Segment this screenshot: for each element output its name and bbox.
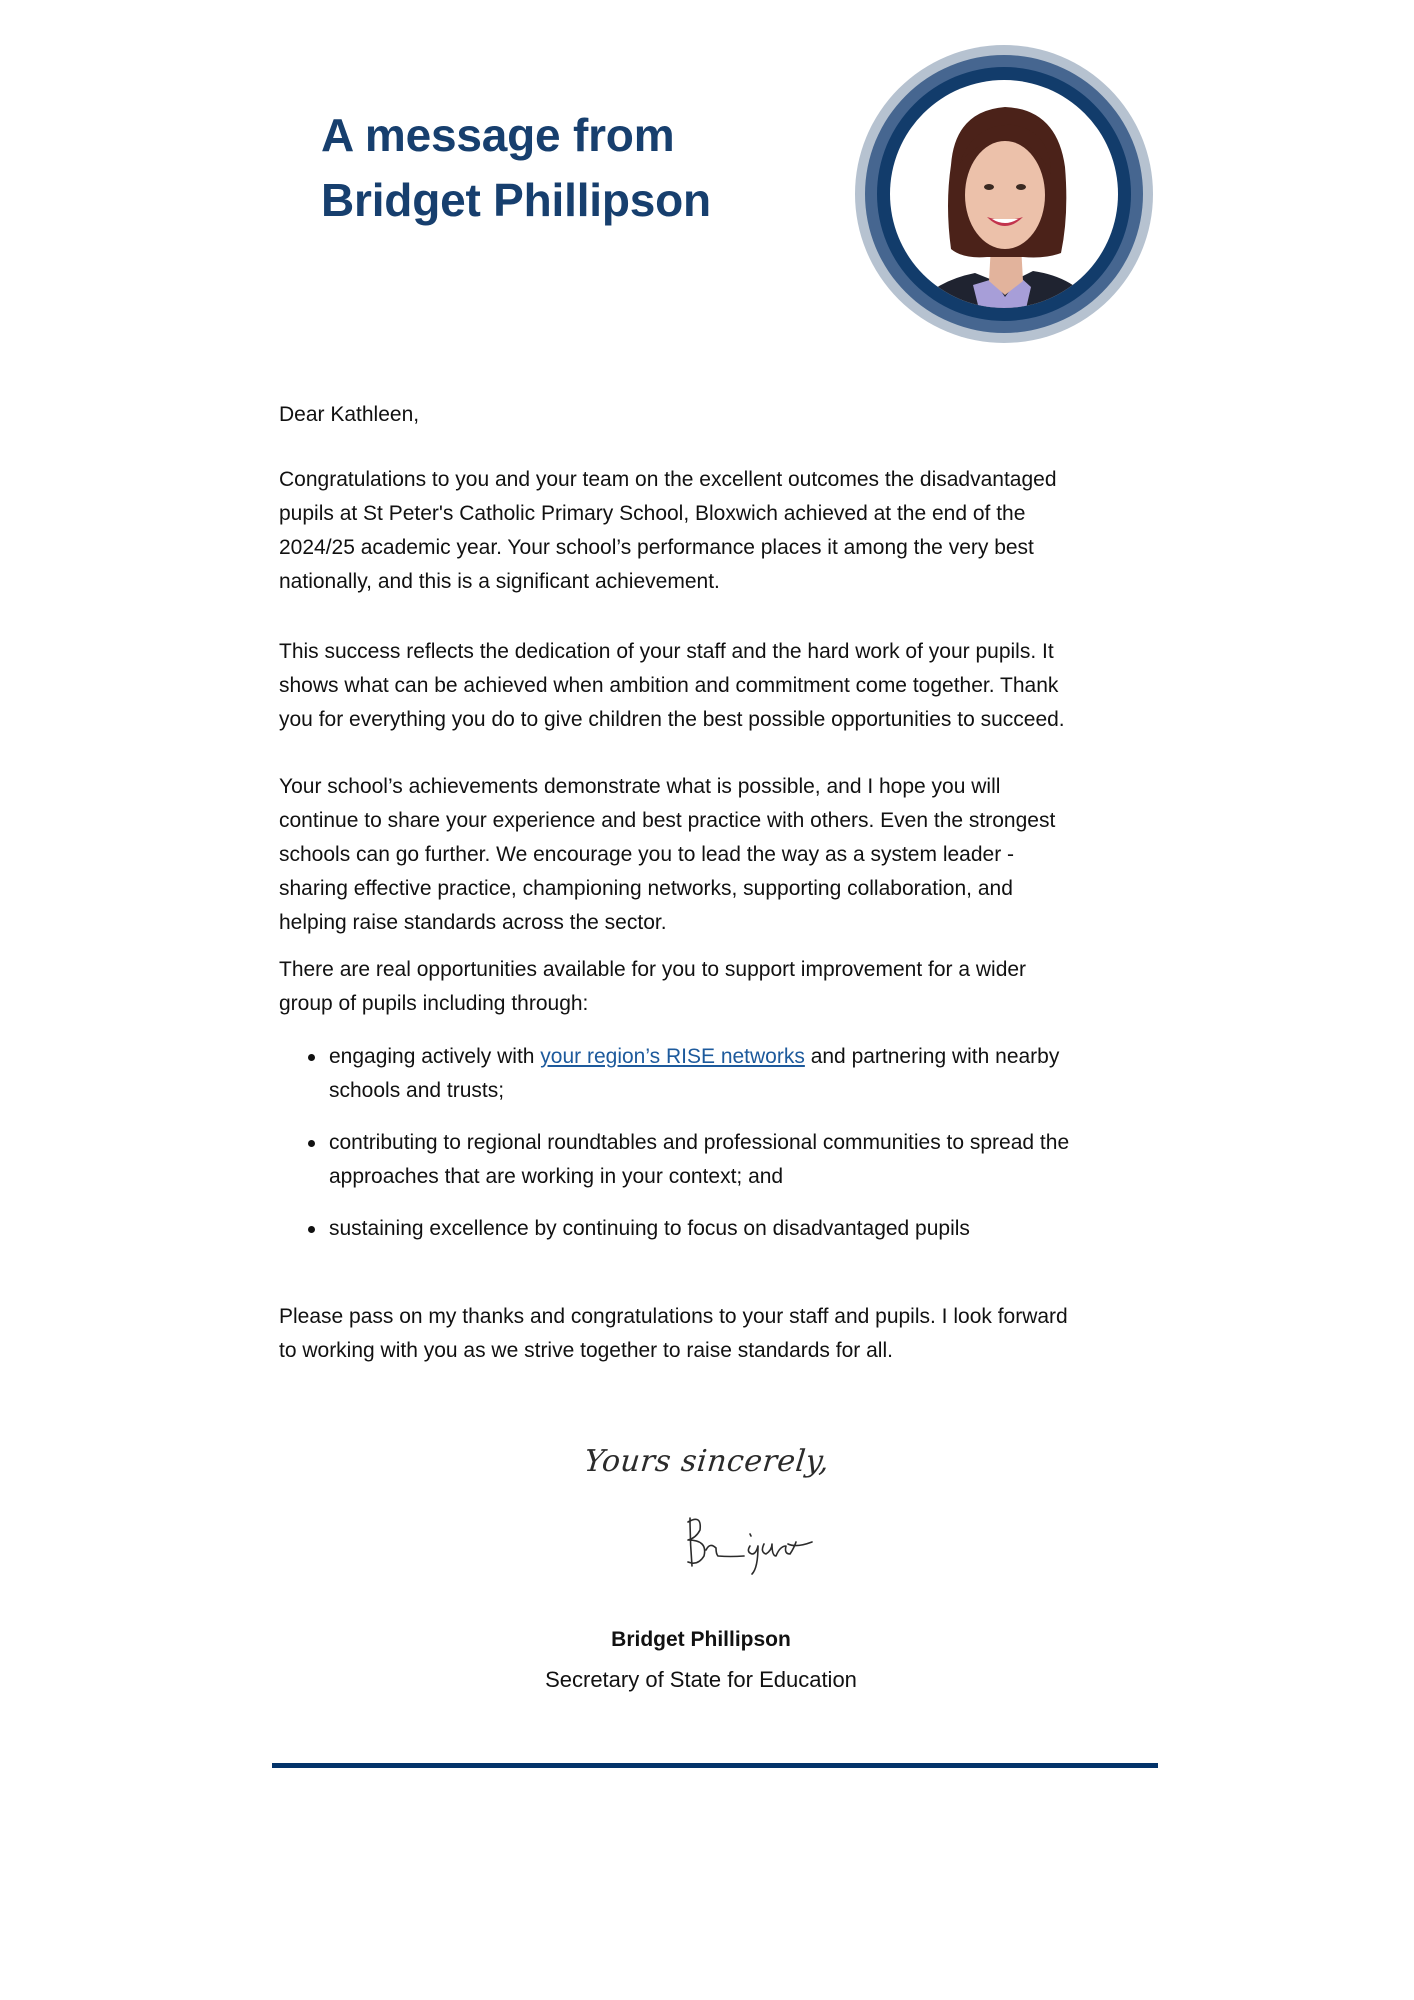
- list-item-line: sustaining excellence by continuing to focus on disadvantaged pupils: [329, 1217, 970, 1240]
- list-item-line: contributing to regional roundtables and professional communities to spread the: [329, 1131, 1070, 1154]
- list-item-line: [329, 1040, 1159, 1074]
- page-heading: [321, 103, 711, 233]
- bullet-icon: [308, 1140, 315, 1147]
- list-item: [329, 1040, 1159, 1108]
- paragraph-line: continue to share your experience and best practice with others. Even the strongest: [279, 809, 1056, 832]
- greeting: Dear Kathleen,: [279, 403, 420, 426]
- heading-line-1: A message from: [321, 109, 675, 161]
- list-item: [329, 1126, 1159, 1194]
- paragraph-line: group of pupils including through:: [279, 992, 589, 1015]
- footer-divider: [272, 1763, 1158, 1768]
- heading-line-2: Bridget Phillipson: [321, 174, 711, 226]
- handwritten-signature: [580, 1438, 850, 1588]
- paragraph-line: shows what can be achieved when ambition and commitment come together. Thank: [279, 674, 1059, 697]
- paragraph-line: nationally, and this is a significant achievement.: [279, 570, 720, 593]
- paragraph-line: 2024/25 academic year. Your school’s performance places it among the very best: [279, 536, 1034, 559]
- signatory-name: Bridget Phillipson: [611, 1628, 791, 1651]
- list-item-text: engaging actively with: [329, 1045, 541, 1068]
- signatory-role: Secretary of State for Education: [545, 1667, 857, 1692]
- paragraph-opportunities: [279, 953, 1159, 1021]
- paragraph-line: to working with you as we strive together to raise standards for all.: [279, 1339, 893, 1362]
- list-item-line: approaches that are working in your context; and: [329, 1165, 784, 1188]
- bullet-icon: [308, 1054, 315, 1061]
- paragraph-achievements: [279, 770, 1159, 940]
- paragraph-line: you for everything you do to give children the best possible opportunities to succeed.: [279, 708, 1065, 731]
- paragraph-line: helping raise standards across the sector.: [279, 911, 667, 934]
- paragraph-line: Please pass on my thanks and congratulations to your staff and pupils. I look forward: [279, 1305, 1068, 1328]
- paragraph-line: There are real opportunities available for you to support improvement for a wider: [279, 958, 1027, 981]
- paragraph-line: sharing effective practice, championing networks, supporting collaboration, and: [279, 877, 1013, 900]
- signature-strokes: [688, 1518, 812, 1574]
- list-item: [329, 1212, 1159, 1246]
- paragraph-closing: [279, 1300, 1159, 1368]
- rise-networks-link[interactable]: your region’s RISE networks: [540, 1045, 805, 1068]
- bullet-icon: [308, 1226, 315, 1233]
- paragraph-line: pupils at St Peter's Catholic Primary School, Bloxwich achieved at the end of the: [279, 502, 1026, 525]
- list-item-text: and partnering with nearby: [804, 1045, 1060, 1068]
- paragraph-congratulations: [279, 463, 1159, 599]
- paragraph-success: [279, 635, 1159, 737]
- paragraph-line: schools can go further. We encourage you to lead the way as a system leader -: [279, 843, 1015, 866]
- handwritten-signoff: Yours sincerely,: [582, 1444, 832, 1479]
- paragraph-line: Your school’s achievements demonstrate what is possible, and I hope you will: [279, 775, 1001, 798]
- portrait-photo: [855, 45, 1153, 343]
- paragraph-line: This success reflects the dedication of your staff and the hard work of your pupils. It: [279, 640, 1054, 663]
- list-item-line: schools and trusts;: [329, 1079, 505, 1102]
- paragraph-line: Congratulations to you and your team on the excellent outcomes the disadvantaged: [279, 468, 1057, 491]
